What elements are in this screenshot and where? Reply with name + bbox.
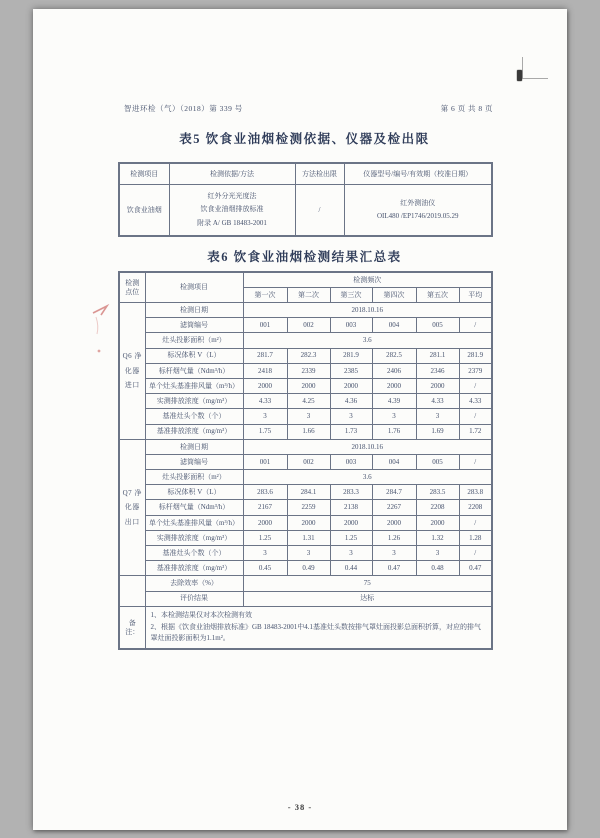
data-cell: 1.76 <box>372 424 416 439</box>
point-label: Q6 净化器进口 <box>119 303 145 440</box>
table5-header-cell: 检测依据/方法 <box>169 163 295 185</box>
data-cell: 3 <box>416 546 459 561</box>
row-label: 单个灶头基准排风量（m³/h） <box>145 378 243 393</box>
data-cell: 4.33 <box>416 394 459 409</box>
data-cell: 2138 <box>330 500 372 515</box>
note-line: 1、本检测结果仅对本次检测有效 <box>150 610 252 619</box>
data-cell: 003 <box>330 318 372 333</box>
data-cell: 0.48 <box>416 561 459 576</box>
merged-value-cell: 3.6 <box>243 333 492 348</box>
point-label: Q7 净化器出口 <box>119 439 145 576</box>
data-cell: 2000 <box>287 515 330 530</box>
data-cell: 0.44 <box>330 561 372 576</box>
data-cell: 283.5 <box>416 485 459 500</box>
method-line: 饮食业油烟排放标准 <box>200 205 264 214</box>
document-page <box>33 9 567 830</box>
data-cell: 1.75 <box>243 424 287 439</box>
header-frequency-cell: 第二次 <box>287 288 330 303</box>
data-cell: 3 <box>372 409 416 424</box>
data-cell: 3 <box>287 409 330 424</box>
table5-title: 表5 饮食业油烟检测依据、仪器及检出限 <box>179 132 430 146</box>
data-cell: 2000 <box>243 378 287 393</box>
table-row <box>119 409 492 424</box>
data-cell: 4.33 <box>243 394 287 409</box>
row-label: 检测日期 <box>145 303 243 318</box>
table-row <box>119 303 492 318</box>
row-label: 标况体积 V（L） <box>145 485 243 500</box>
table-row <box>119 576 492 591</box>
header-frequency: 检测频次 <box>243 272 492 288</box>
table-row <box>119 394 492 409</box>
table-row <box>119 485 492 500</box>
row-label: 滤筒编号 <box>145 454 243 469</box>
note-label: 备注： <box>119 606 145 649</box>
summary-value: 75 <box>243 576 492 591</box>
data-cell: 4.36 <box>330 394 372 409</box>
data-cell: 2000 <box>330 378 372 393</box>
data-cell: 281.1 <box>416 348 459 363</box>
data-cell: 002 <box>287 318 330 333</box>
data-cell: 2339 <box>287 363 330 378</box>
header-item: 检测项目 <box>145 272 243 303</box>
table-row <box>119 348 492 363</box>
data-cell: 0.47 <box>372 561 416 576</box>
merged-value-cell: 2018.10.16 <box>243 303 492 318</box>
table5-detection-basis <box>118 162 493 237</box>
row-label: 基准排放浓度（mg/m³） <box>145 424 243 439</box>
table6-title: 表6 饮食业油烟检测结果汇总表 <box>207 250 402 264</box>
table-row <box>119 530 492 545</box>
method-line: 附录 A/ GB 18483-2001 <box>197 218 267 227</box>
data-cell: 2208 <box>459 500 492 515</box>
data-cell: 2267 <box>372 500 416 515</box>
row-label: 标杆烟气量（Ndm³/h） <box>145 500 243 515</box>
table5-header-cell: 检测项目 <box>119 163 169 185</box>
method-cell <box>169 185 295 237</box>
data-cell: 2000 <box>416 378 459 393</box>
data-cell: 3 <box>330 546 372 561</box>
data-cell: 2208 <box>416 500 459 515</box>
data-cell: 1.66 <box>287 424 330 439</box>
row-label: 检测日期 <box>145 439 243 454</box>
summary-value: 达标 <box>243 591 492 606</box>
table-row <box>119 546 492 561</box>
data-cell: 3 <box>287 546 330 561</box>
summary-label: 去除效率（%） <box>145 576 243 591</box>
data-cell: 4.39 <box>372 394 416 409</box>
data-cell: 005 <box>416 454 459 469</box>
data-cell: 004 <box>372 318 416 333</box>
page-indicator: 第 6 页 共 8 页 <box>440 104 493 113</box>
instrument-line: OIL480 /EP1746/2019.05.29 <box>377 212 459 220</box>
note-cell <box>145 606 492 649</box>
header-frequency-cell: 第一次 <box>243 288 287 303</box>
instrument-cell <box>344 185 492 237</box>
data-cell: / <box>459 515 492 530</box>
header-point: 检测点位 <box>119 272 145 303</box>
data-cell: 281.7 <box>243 348 287 363</box>
data-cell: 2000 <box>372 378 416 393</box>
data-cell: 005 <box>416 318 459 333</box>
table-row <box>119 591 492 606</box>
table-row <box>119 561 492 576</box>
data-cell: 3 <box>243 546 287 561</box>
row-label: 实测排放浓度（mg/m³） <box>145 530 243 545</box>
data-cell: / <box>459 454 492 469</box>
data-cell: / <box>459 318 492 333</box>
row-label: 灶头投影面积（m²） <box>145 333 243 348</box>
data-cell: 1.26 <box>372 530 416 545</box>
data-cell: 3 <box>243 409 287 424</box>
crop-mark-blob <box>517 70 522 81</box>
data-cell: 0.45 <box>243 561 287 576</box>
data-cell: 1.32 <box>416 530 459 545</box>
data-cell: 283.8 <box>459 485 492 500</box>
data-cell: 001 <box>243 318 287 333</box>
data-cell: 001 <box>243 454 287 469</box>
method-line: 红外分光光度法 <box>207 192 257 201</box>
data-cell: 2000 <box>416 515 459 530</box>
data-cell: 004 <box>372 454 416 469</box>
header-frequency-cell: 第三次 <box>330 288 372 303</box>
row-label: 标杆烟气量（Ndm³/h） <box>145 363 243 378</box>
data-cell: 2406 <box>372 363 416 378</box>
data-cell: 281.9 <box>459 348 492 363</box>
table-row <box>119 333 492 348</box>
data-cell: 2379 <box>459 363 492 378</box>
data-cell: / <box>459 378 492 393</box>
data-cell: 3 <box>416 409 459 424</box>
data-cell: 283.3 <box>330 485 372 500</box>
data-cell: 0.49 <box>287 561 330 576</box>
row-label: 单个灶头基准排风量（m³/h） <box>145 515 243 530</box>
table-row <box>119 363 492 378</box>
data-cell: 2385 <box>330 363 372 378</box>
data-cell: 1.25 <box>330 530 372 545</box>
data-cell: 003 <box>330 454 372 469</box>
data-cell: 2000 <box>243 515 287 530</box>
merged-value-cell: 3.6 <box>243 470 492 485</box>
data-cell: 283.6 <box>243 485 287 500</box>
table-row <box>119 470 492 485</box>
note-line: 2、根据《饮食业油烟排放标准》GB 18483-2001中4.1基准灶头数按排气罩灶面投影总面积折算，对应的排气罩灶面投影面积为1.1m²。 <box>150 623 482 642</box>
row-label: 实测排放浓度（mg/m³） <box>145 394 243 409</box>
table-row <box>119 454 492 469</box>
data-cell: 2259 <box>287 500 330 515</box>
data-cell: / <box>459 546 492 561</box>
row-label: 基准排放浓度（mg/m³） <box>145 561 243 576</box>
data-cell: 2000 <box>330 515 372 530</box>
summary-label: 评价结果 <box>145 591 243 606</box>
row-label: 基准灶头个数（个） <box>145 409 243 424</box>
table-row <box>119 500 492 515</box>
doc-header <box>124 103 493 114</box>
header-frequency-cell: 第四次 <box>372 288 416 303</box>
data-cell: 0.47 <box>459 561 492 576</box>
data-cell: / <box>459 409 492 424</box>
table6-results-summary <box>118 271 493 650</box>
data-cell: 2418 <box>243 363 287 378</box>
data-cell: 1.72 <box>459 424 492 439</box>
footer-page-number: - 38 - <box>287 802 313 812</box>
data-cell: 3 <box>330 409 372 424</box>
table-row <box>119 606 492 649</box>
header-frequency-cell: 第五次 <box>416 288 459 303</box>
table-row <box>119 515 492 530</box>
merged-value-cell: 2018.10.16 <box>243 439 492 454</box>
report-number: 智进环检（气）（2018）第 339 号 <box>124 104 243 113</box>
table-row <box>119 163 492 185</box>
data-cell: 4.33 <box>459 394 492 409</box>
data-cell: 281.9 <box>330 348 372 363</box>
data-cell: 282.3 <box>287 348 330 363</box>
table-row <box>119 318 492 333</box>
data-cell: 2000 <box>287 378 330 393</box>
data-cell: 284.1 <box>287 485 330 500</box>
data-cell: 282.5 <box>372 348 416 363</box>
row-label: 基准灶头个数（个） <box>145 546 243 561</box>
data-cell: 1.69 <box>416 424 459 439</box>
table-row <box>119 424 492 439</box>
data-cell: 1.28 <box>459 530 492 545</box>
detection-limit-cell: / <box>295 185 344 237</box>
crop-mark-horizontal <box>522 78 548 79</box>
row-label: 标况体积 V（L） <box>145 348 243 363</box>
instrument-line: 红外测油仪 <box>400 198 436 207</box>
data-cell: 2167 <box>243 500 287 515</box>
data-cell: 2346 <box>416 363 459 378</box>
data-cell: 3 <box>372 546 416 561</box>
test-item-cell: 饮食业油烟 <box>119 185 169 237</box>
row-label: 灶头投影面积（m²） <box>145 470 243 485</box>
data-cell: 1.73 <box>330 424 372 439</box>
data-cell: 1.31 <box>287 530 330 545</box>
header-frequency-cell: 平均 <box>459 288 492 303</box>
crop-mark-vertical <box>522 57 523 79</box>
data-cell: 1.25 <box>243 530 287 545</box>
row-label: 滤筒编号 <box>145 318 243 333</box>
data-cell: 2000 <box>372 515 416 530</box>
table-row <box>119 185 492 237</box>
table5-header-cell: 方法检出限 <box>295 163 344 185</box>
table-row <box>119 378 492 393</box>
data-cell: 4.25 <box>287 394 330 409</box>
data-cell: 002 <box>287 454 330 469</box>
data-cell: 284.7 <box>372 485 416 500</box>
table-row <box>119 272 492 288</box>
table-row <box>119 439 492 454</box>
point-spacer-cell <box>119 576 145 606</box>
table5-header-cell: 仪器型号/编号/有效期（校准日期） <box>344 163 492 185</box>
